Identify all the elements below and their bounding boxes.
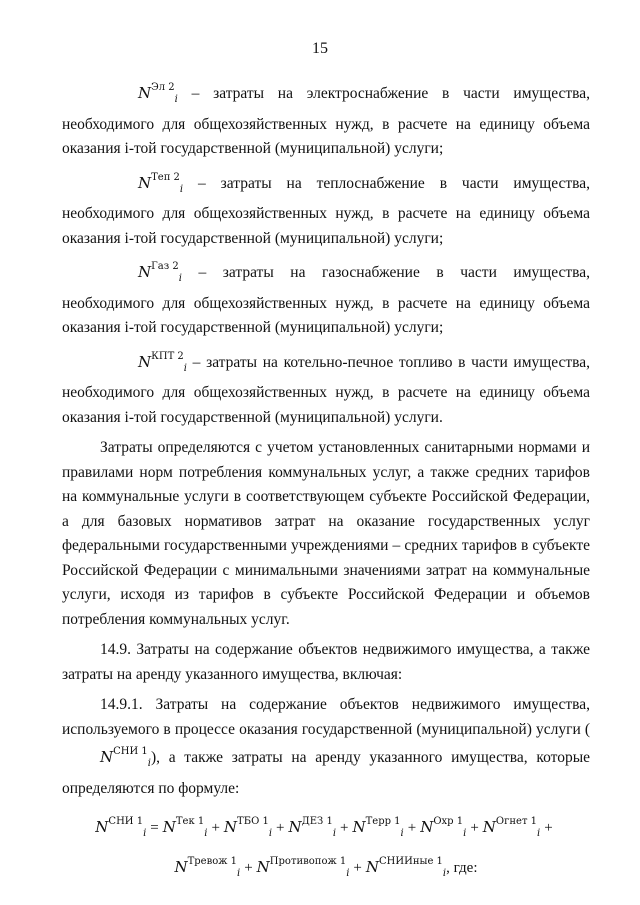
var-superscript: Газ 2 bbox=[151, 261, 179, 272]
formula-plus: + bbox=[276, 820, 285, 836]
formula-plus: + bbox=[211, 820, 220, 836]
var-base: N bbox=[100, 748, 114, 766]
var-superscript: Огнет 1 bbox=[495, 816, 538, 827]
var-subscript: i bbox=[237, 868, 241, 879]
var-superscript: КПТ 2 bbox=[151, 350, 184, 362]
definition-text: – затраты на газоснабжение в части имущества, необходимого для общехозяйственных нужд, в расчете на единицу объема оказания i-той государственной (муниципальной) услуги; bbox=[62, 264, 591, 336]
formula-line-1 bbox=[62, 809, 590, 849]
definition-item bbox=[62, 168, 590, 252]
formula bbox=[62, 809, 590, 889]
formula-term bbox=[288, 809, 336, 849]
var-base: N bbox=[223, 818, 238, 836]
var-subscript: i bbox=[442, 868, 447, 879]
var-base: N bbox=[420, 818, 434, 836]
var-superscript: Охр 1 bbox=[433, 816, 464, 827]
definition-text: – затраты на котельно-печное топливо в части имущества, необходимого для общехозяйственных нужд, в расчете на единицу объема оказания i-той государственной (муниципальной) услуги. bbox=[62, 353, 591, 426]
formula-tail: , где: bbox=[446, 860, 478, 876]
var-subscript: i bbox=[147, 758, 151, 769]
definition-variable bbox=[100, 168, 183, 203]
formula-plus: + bbox=[340, 820, 349, 836]
var-base: N bbox=[482, 818, 496, 836]
var-subscript: i bbox=[537, 828, 541, 839]
formula-equals: = bbox=[150, 820, 159, 836]
formula-term bbox=[257, 849, 350, 889]
var-superscript: Теп 2 bbox=[151, 171, 180, 183]
definition-item bbox=[62, 78, 590, 162]
var-base: N bbox=[138, 173, 152, 192]
formula-term bbox=[352, 809, 403, 849]
var-base: N bbox=[162, 818, 176, 836]
formula-term bbox=[163, 809, 208, 849]
var-subscript: i bbox=[174, 94, 178, 105]
var-base: N bbox=[288, 818, 302, 836]
var-base: N bbox=[138, 84, 152, 102]
var-subscript: i bbox=[268, 828, 273, 839]
paragraph-14-9-1-start: 14.9.1. Затраты на содержание объектов недвижимого имущества, используемого в процессе оказания государственной (муниципальной) услуги ( bbox=[62, 696, 590, 738]
var-base: N bbox=[365, 858, 380, 876]
definition-text: – затраты на электроснабжение в части имущества, необходимого для общехозяйственных нужд, в расчете на единицу объема оказания i-той государственной (муниципальной) услуги; bbox=[62, 85, 590, 157]
inline-variable bbox=[62, 742, 151, 777]
var-base: N bbox=[256, 858, 270, 876]
formula-term bbox=[224, 809, 272, 849]
var-subscript: i bbox=[178, 273, 182, 284]
var-subscript: i bbox=[204, 828, 208, 839]
var-superscript: ТБО 1 bbox=[237, 816, 269, 827]
var-base: N bbox=[95, 818, 109, 836]
definition-item bbox=[62, 257, 590, 341]
var-base: N bbox=[174, 858, 188, 876]
var-subscript: i bbox=[463, 828, 467, 839]
paragraph-14-9-1-end: ), а также затраты на аренду указанного имущества, которые определяются по формуле: bbox=[62, 749, 590, 797]
formula-plus: + bbox=[544, 820, 553, 836]
var-subscript: i bbox=[346, 868, 350, 879]
formula-term bbox=[366, 849, 446, 889]
formula-term bbox=[420, 809, 466, 849]
formula-term bbox=[483, 809, 540, 849]
var-superscript: СНИ 1 bbox=[108, 816, 144, 827]
formula-plus: + bbox=[407, 820, 417, 836]
var-superscript: СНИИные 1 bbox=[379, 856, 443, 867]
var-subscript: i bbox=[179, 183, 184, 195]
formula-line-2 bbox=[62, 849, 590, 889]
var-superscript: ДЕЗ 1 bbox=[301, 816, 333, 827]
var-base: N bbox=[138, 352, 152, 371]
definitions-list bbox=[62, 78, 590, 430]
var-superscript: Противопож 1 bbox=[269, 856, 347, 867]
page-number: 15 bbox=[312, 40, 328, 57]
var-superscript: Эл 2 bbox=[151, 82, 175, 93]
paragraph-14-9: 14.9. Затраты на содержание объектов недвижимого имущества, а также затраты на аренду указанного имущества, включая: bbox=[62, 641, 590, 683]
var-superscript: Терр 1 bbox=[365, 816, 401, 827]
var-subscript: i bbox=[183, 362, 187, 374]
var-superscript: Тревож 1 bbox=[187, 856, 237, 867]
document-body bbox=[62, 78, 590, 889]
formula-plus: + bbox=[470, 820, 479, 836]
var-superscript: Тек 1 bbox=[175, 816, 205, 827]
var-superscript: СНИ 1 bbox=[113, 746, 148, 757]
var-subscript: i bbox=[332, 828, 337, 839]
definition-variable bbox=[100, 347, 187, 382]
var-base: N bbox=[138, 263, 152, 281]
definition-variable bbox=[100, 78, 178, 113]
var-base: N bbox=[352, 818, 366, 836]
definition-variable bbox=[100, 257, 182, 292]
paragraph-tariffs: Затраты определяются с учетом установленных санитарными нормами и правилами норм потребления коммунальных услуг, а также средних тарифов на коммунальные услуги в соответствующем субъекте Российской Федерации, а для базовых нормативов затрат на оказание государственных услуг федеральными государственными учреждениями – средних тарифов в субъекте Российской Федерации с минимальными значениями затрат на коммунальные услуги, исходя из тарифов в субъекте Российской Федерации и объемов потребления коммунальных услуг. bbox=[62, 439, 590, 628]
formula-lhs-variable bbox=[95, 809, 146, 849]
var-subscript: i bbox=[400, 828, 404, 839]
formula-plus: + bbox=[353, 860, 362, 876]
formula-term bbox=[174, 849, 240, 889]
formula-plus: + bbox=[244, 860, 253, 876]
paragraph-14-9-1 bbox=[62, 693, 590, 801]
definition-text: – затраты на теплоснабжение в части имущества, необходимого для общехозяйственных нужд, в расчете на единицу объема оказания i-той государственной (муниципальной) услуги; bbox=[62, 174, 590, 247]
var-subscript: i bbox=[143, 828, 147, 839]
definition-item bbox=[62, 347, 590, 431]
